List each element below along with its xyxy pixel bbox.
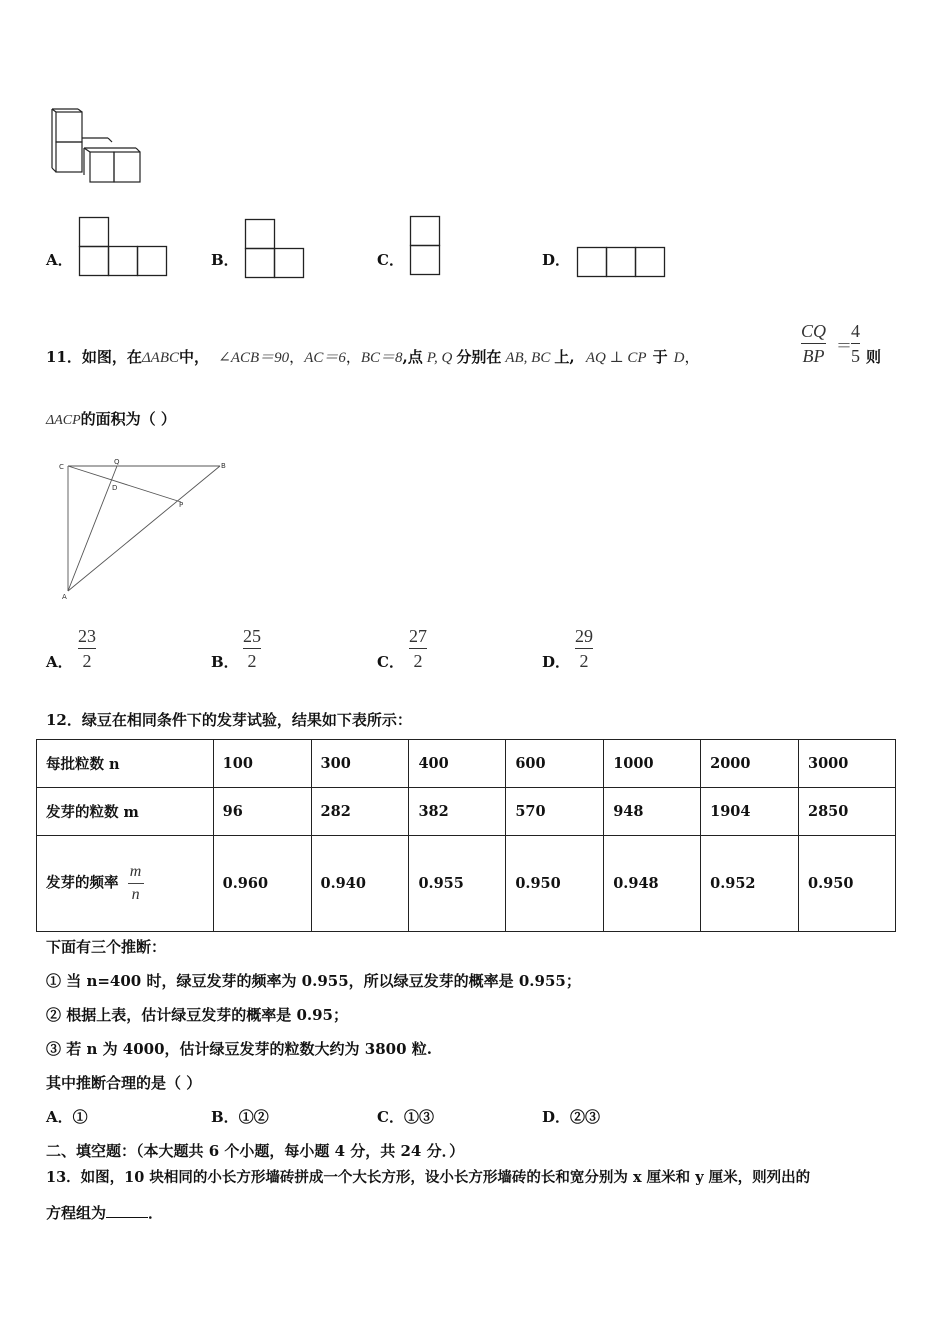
q11-ac: AC＝6 (304, 350, 346, 366)
q11-equals: ＝ (836, 338, 853, 355)
q11-prefix: 11．如图，在 (46, 348, 142, 366)
table-cell: 0.955 (409, 836, 506, 932)
q12-option-d-label: D． (542, 1108, 571, 1126)
q10-option-c-label[interactable]: C． (377, 251, 404, 269)
table-cell: 2000 (701, 740, 799, 788)
q11-triangle-figure (55, 456, 235, 602)
q10-option-a-figure (78, 216, 170, 278)
q12-option-c-label: C． (377, 1108, 404, 1126)
q11-option-d-label[interactable]: D． (542, 653, 571, 671)
q12-option-b-label: B． (211, 1108, 239, 1126)
q11-option-c-den: 2 (413, 651, 423, 671)
table-cell: 382 (409, 788, 506, 836)
q13-stem-line-1: 13．如图，10 块相同的小长方形墙砖拼成一个大长方形，设小长方形墙砖的长和宽分别为 x 厘米和 y 厘米，则列出的 (46, 1169, 811, 1186)
table-cell: 300 (311, 740, 409, 788)
q11-label-p: P (179, 501, 184, 509)
q12-option-c[interactable] (377, 1106, 434, 1127)
q11-option-d-den: 2 (579, 651, 589, 671)
q11-pq: P, Q (426, 350, 453, 366)
q11-option-d-num: 29 (575, 626, 593, 646)
q11-option-c-label[interactable]: C． (377, 653, 404, 671)
q13-stem-line-2 (46, 1202, 163, 1223)
q11-split-text: 分别在 (456, 348, 502, 366)
q11-option-a-num: 23 (78, 626, 96, 646)
q12-inference-1: ① 当 n=400 时，绿豆发芽的频率为 0.955，所以绿豆发芽的概率是 0.955； (46, 972, 581, 990)
q11-sides: AB, BC (505, 350, 551, 366)
q10-option-d-figure (576, 246, 668, 278)
table-row (37, 836, 896, 932)
q11-option-a-den: 2 (82, 651, 92, 671)
q12-row1-head: 每批粒数 n (37, 740, 214, 788)
q12-option-d[interactable] (542, 1106, 600, 1127)
table-cell: 948 (604, 788, 701, 836)
q12-option-a[interactable] (46, 1106, 88, 1127)
q11-option-b-den: 2 (247, 651, 257, 671)
q10-option-b-label[interactable]: B． (211, 251, 239, 269)
q10-option-b-figure (244, 218, 306, 280)
q12-question: 其中推断合理的是（ ） (46, 1074, 202, 1092)
table-cell: 0.948 (604, 836, 701, 932)
q12-row2-head: 发芽的粒数 m (37, 788, 214, 836)
q11-ratio-fraction (801, 322, 826, 365)
q12-option-d-text: ②③ (570, 1108, 601, 1126)
table-cell: 96 (213, 788, 311, 836)
q11-ratio-num: CQ (801, 321, 827, 341)
table-cell: 282 (311, 788, 409, 836)
q11-ratio-den: BP (802, 346, 825, 366)
q13-end: ． (148, 1204, 164, 1222)
q11-bc: BC＝8 (360, 350, 403, 366)
q11-value-fraction (851, 322, 860, 365)
q10-cube-figure (46, 105, 146, 187)
q12-frac-den: n (131, 886, 140, 903)
table-cell: 400 (409, 740, 506, 788)
q12-option-b-text: ①② (238, 1108, 269, 1126)
q11-triangle: ΔABC (141, 350, 180, 366)
q12-row3-head-text: 发芽的频率 (46, 874, 119, 892)
q11-label-q: Q (114, 458, 120, 466)
q11-then: 则 (866, 348, 882, 366)
table-row (37, 740, 896, 788)
q11-perp: AQ ⊥ CP (585, 350, 647, 366)
q12-frequency-fraction (128, 864, 144, 903)
q13-answer-blank[interactable] (106, 1203, 148, 1218)
q11-area-tri: ΔACP (46, 413, 81, 428)
q12-option-b[interactable] (211, 1106, 269, 1127)
q10-option-d-label[interactable]: D． (542, 251, 571, 269)
q12-option-a-text: ① (72, 1108, 88, 1126)
table-cell: 1904 (701, 788, 799, 836)
table-cell: 2850 (799, 788, 896, 836)
q11-angle: ∠ACB＝90 (218, 350, 290, 366)
q12-inference-2: ② 根据上表，估计绿豆发芽的概率是 0.95； (46, 1006, 348, 1024)
q11-label-c: C (59, 463, 64, 471)
q12-row3-head (37, 836, 214, 932)
q11-option-d-fraction (575, 627, 593, 670)
q11-mid: 中， (179, 348, 210, 366)
table-cell: 0.960 (213, 836, 311, 932)
q11-option-b-label[interactable]: B． (211, 653, 239, 671)
q11-label-a: A (62, 593, 67, 601)
q11-option-c-num: 27 (409, 626, 427, 646)
q11-option-b-fraction (243, 627, 261, 670)
q11-at-text: 于 (652, 348, 668, 366)
q11-option-a-fraction (78, 627, 96, 670)
q11-option-a-label[interactable]: A． (46, 653, 73, 671)
q11-point-text: ,点 (402, 348, 423, 366)
q12-option-a-label: A． (46, 1108, 73, 1126)
q11-stem: 11．如图，在ΔABC中， ∠ACB＝90，AC＝6，BC＝8,点 P, Q 分别在 AB, BC 上, AQ ⊥ CP 于 D， (46, 348, 700, 366)
q11-on-text: 上, (554, 348, 575, 366)
q13-line2-text: 方程组为 (46, 1204, 107, 1222)
q12-intro: 下面有三个推断： (46, 938, 167, 956)
q11-area-line (46, 408, 176, 429)
q12-frac-num: m (129, 863, 142, 880)
table-cell: 0.952 (701, 836, 799, 932)
table-cell: 3000 (799, 740, 896, 788)
q12-inference-3: ③ 若 n 为 4000，估计绿豆发芽的粒数大约为 3800 粒. (46, 1040, 432, 1058)
q10-option-c-figure (409, 215, 443, 277)
table-cell: 570 (506, 788, 604, 836)
q12-data-table (36, 739, 896, 932)
table-row (37, 788, 896, 836)
table-cell: 0.950 (799, 836, 896, 932)
q11-val-den: 5 (851, 346, 860, 366)
table-cell: 600 (506, 740, 604, 788)
q12-stem: 12．绿豆在相同条件下的发芽试验，结果如下表所示： (46, 711, 412, 729)
q11-option-b-num: 25 (243, 626, 261, 646)
q11-area-text: 的面积为（ ） (80, 410, 176, 428)
q11-val-num: 4 (851, 321, 860, 341)
table-cell: 0.940 (311, 836, 409, 932)
table-cell: 0.950 (506, 836, 604, 932)
table-cell: 100 (213, 740, 311, 788)
section-2-heading: 二、填空题：（本大题共 6 个小题，每小题 4 分，共 24 分．） (46, 1142, 465, 1160)
q12-option-c-text: ①③ (403, 1108, 434, 1126)
q11-d: D (673, 350, 685, 366)
q11-label-b: B (221, 462, 226, 470)
table-cell: 1000 (604, 740, 701, 788)
q11-option-c-fraction (409, 627, 427, 670)
q11-label-d: D (112, 484, 118, 492)
q10-option-a-label[interactable]: A． (46, 251, 73, 269)
